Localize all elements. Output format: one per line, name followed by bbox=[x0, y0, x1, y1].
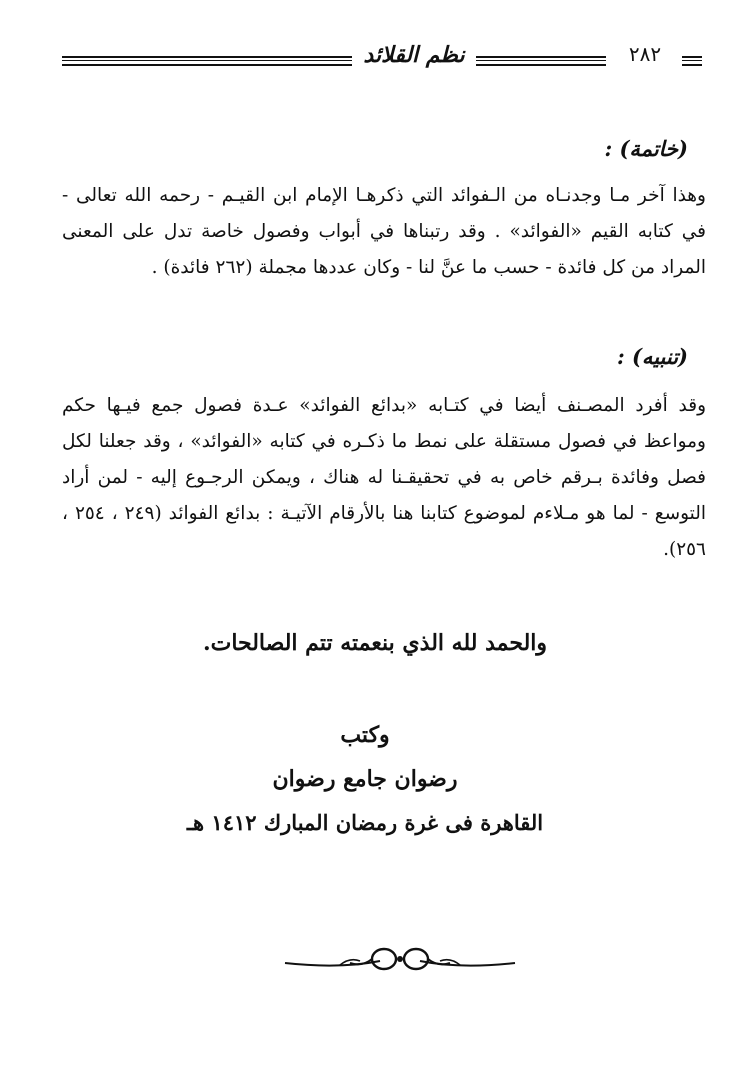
conclusion-paragraph bbox=[62, 178, 706, 286]
page-number: ٢٨٢ bbox=[628, 42, 662, 66]
header-rule-middle bbox=[476, 56, 606, 66]
signature-place-date: القاهرة فى غرة رمضان المبارك ١٤١٢ هـ bbox=[186, 810, 544, 835]
closing-praise: والحمد لله الذي بنعمته تتم الصالحات. bbox=[202, 630, 548, 656]
note-heading: (تنبيه) : bbox=[616, 344, 688, 369]
note-paragraph bbox=[62, 388, 706, 568]
header-rule-right bbox=[682, 56, 702, 66]
note-text: وقد أفرد المصـنف أيضا في كتـابه «بدائع الفوائد» عـدة فصول جمع فيـها حكم ومواعظ في فصول مستقلة على نمط ما ذكـره في كتابه «الفوائد» ، وقد جعلنا لكل فصل وفائدة بـرقم خاص به في تحقيقـنا له هناك ، ويمكن الرجـوع إليه - لمن أراد التوسع - لما هو مـلاءم لموضوع كتابنا هنا بالأرقام الآتيـة : بدائع الفوائد (٢٤٩ ، ٢٥٤ ، ٢٥٦). bbox=[62, 395, 706, 560]
signature-label: وكتب bbox=[340, 722, 390, 748]
header-rule-left bbox=[62, 56, 352, 66]
page-header bbox=[62, 40, 702, 80]
conclusion-text: وهذا آخر مـا وجدنـاه من الـفوائد التي ذكرهـا الإمام ابن القيـم - رحمه الله تعالى - في كتابه القيم «الفوائد» . وقد رتبناها في أبواب وفصول خاصة تدل على المعنى المراد من كل فائدة - حسب ما عنَّ لنا - وكان عددها مجملة (٢٦٢ فائدة) . bbox=[62, 185, 706, 278]
end-ornament-icon bbox=[280, 935, 520, 985]
signature-name: رضوان جامع رضوان bbox=[272, 766, 458, 792]
conclusion-heading: (خاتمة) : bbox=[604, 136, 688, 161]
running-title: نظم القلائد bbox=[363, 42, 465, 68]
